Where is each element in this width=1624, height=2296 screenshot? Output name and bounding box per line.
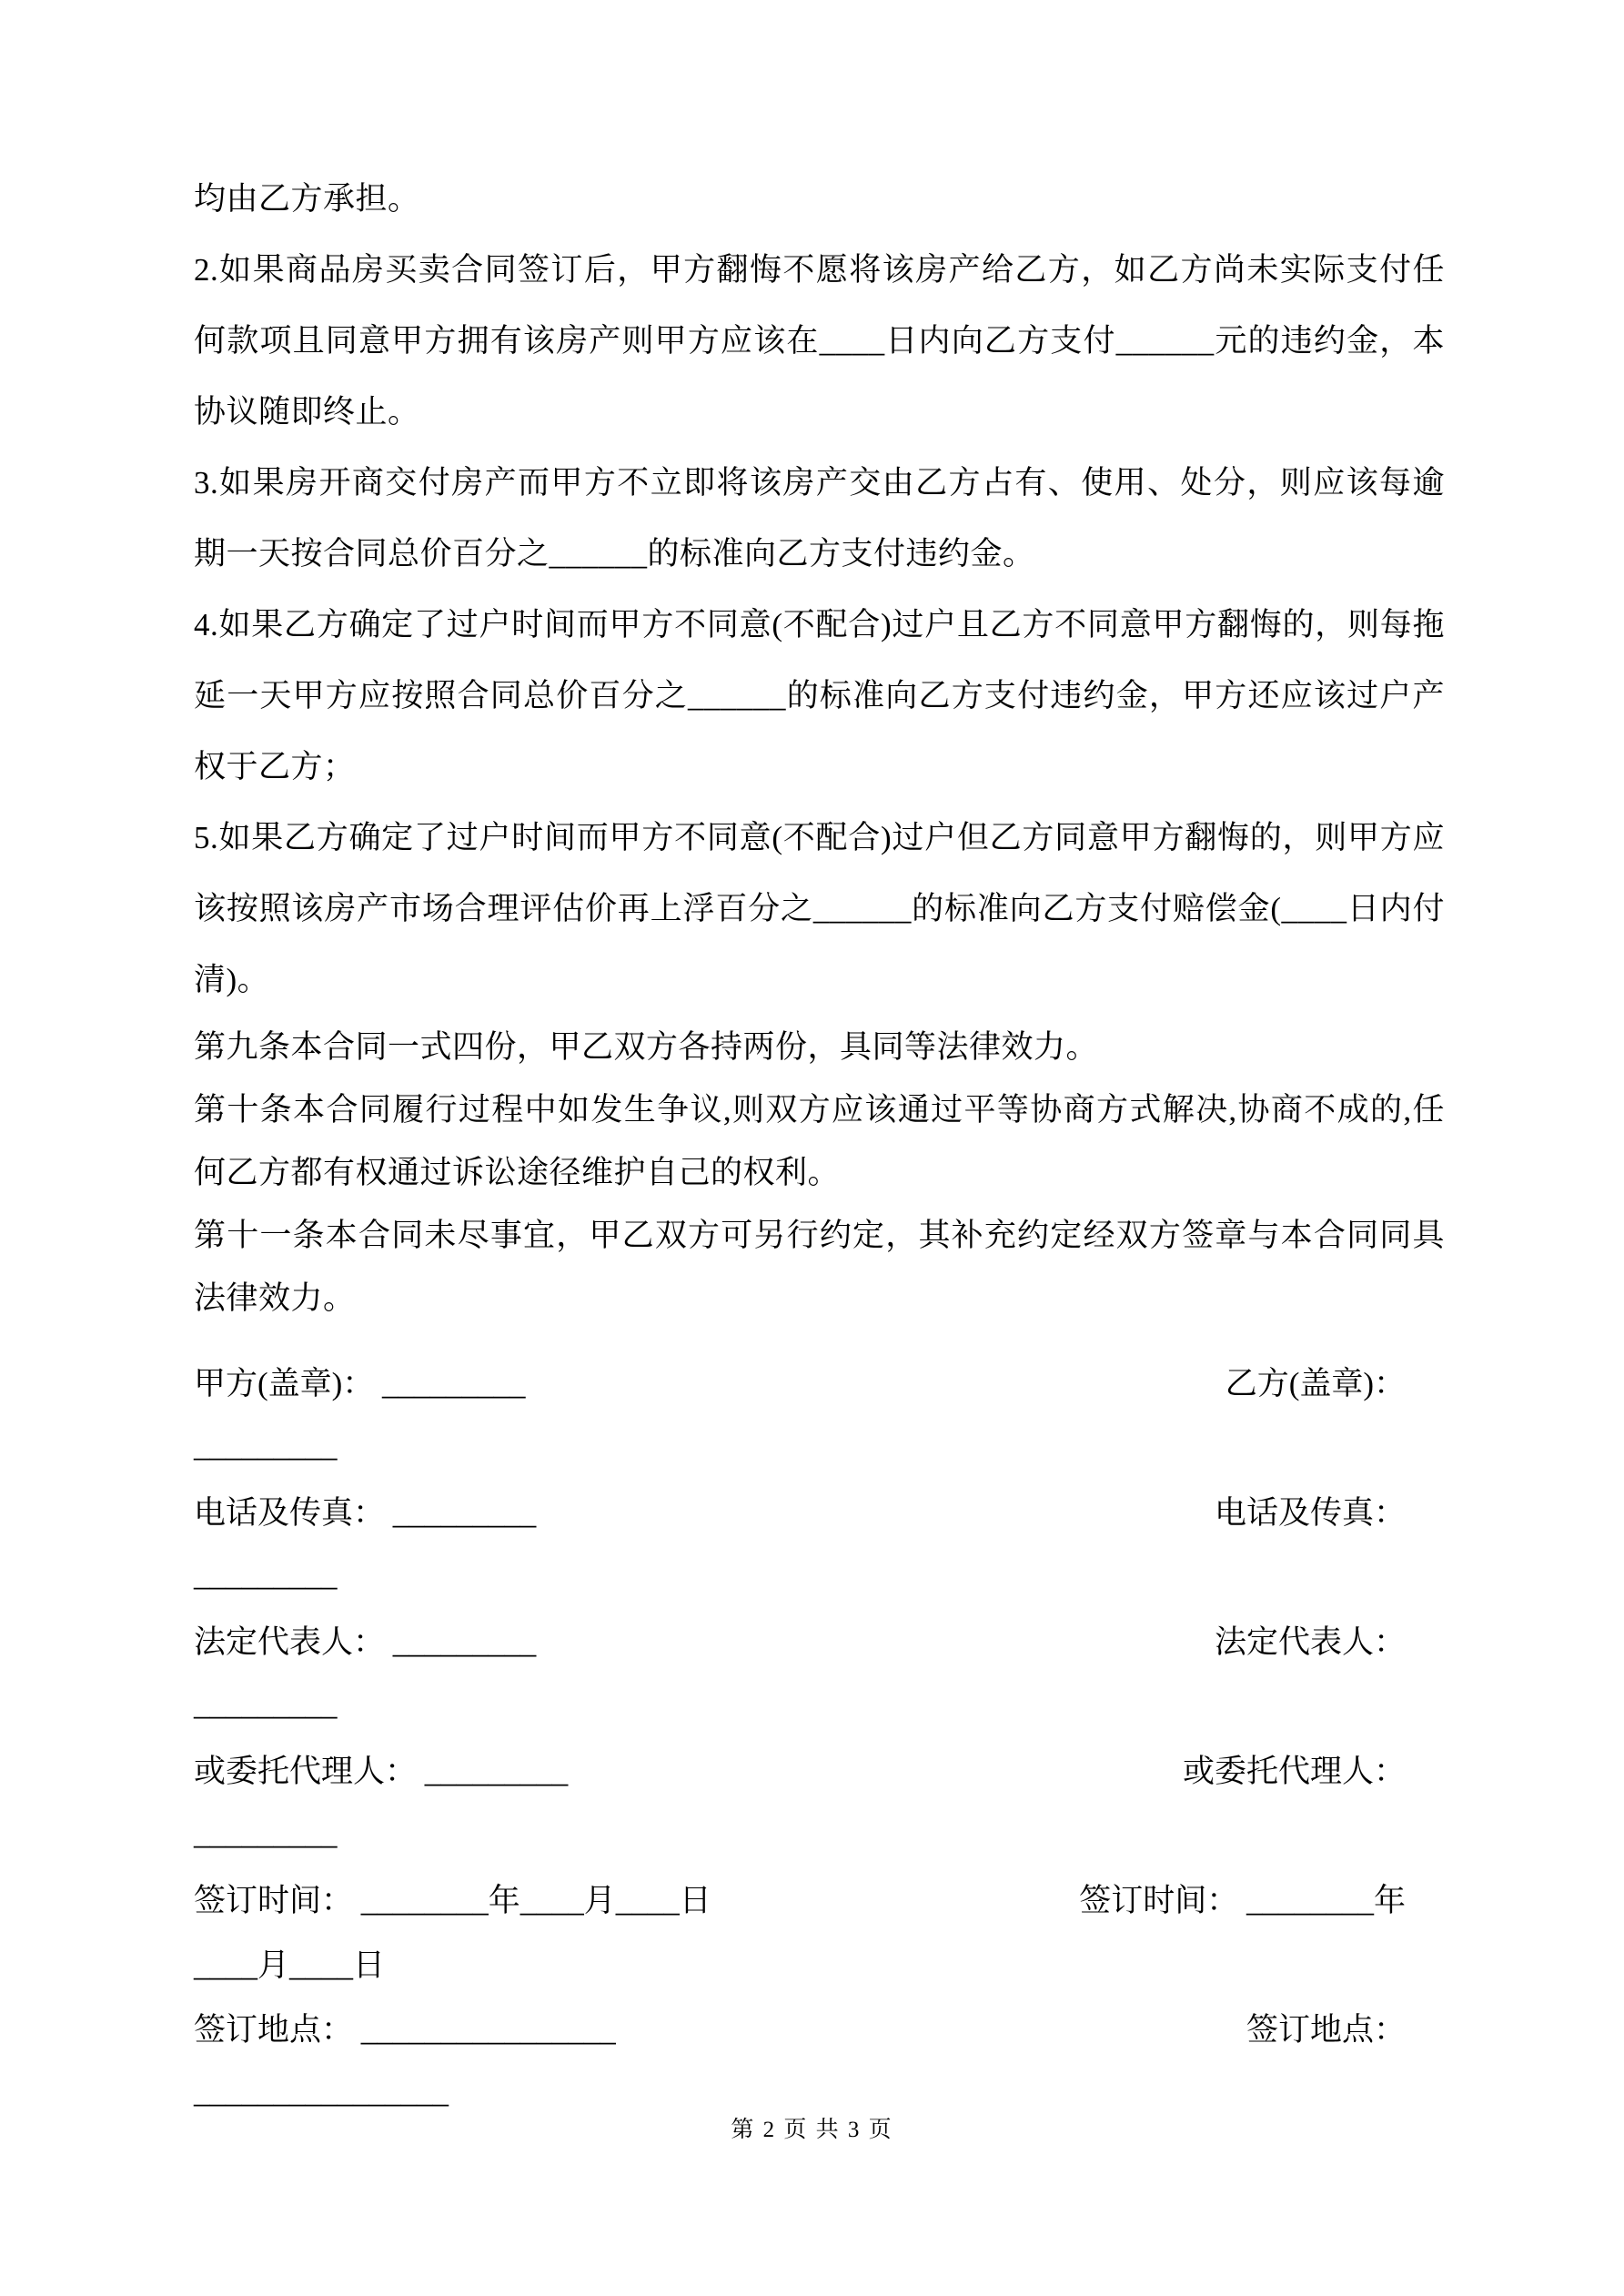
signature-section <box>194 1342 1445 2118</box>
blank-line: ____月____日 <box>194 1947 386 1983</box>
page-number: 第 2 页 共 3 页 <box>731 2118 893 2142</box>
party-b-representative-field: 法定代表人： <box>1214 1624 1406 1660</box>
party-b-sign-place-field: 签订地点： <box>1246 2012 1406 2048</box>
blank-line: _________ <box>194 1816 338 1851</box>
party-a-sign-date-field: 签订时间： ________年____月____日 <box>194 1883 711 1918</box>
contract-body <box>194 164 1445 1330</box>
blank-line: _________ <box>194 1686 338 1722</box>
party-a-representative-field: 法定代表人： _________ <box>194 1624 537 1660</box>
paragraph: 3.如果房开商交付房产而甲方不立即将该房产交由乙方占有、使用、处分，则应该每逾期一天按合同总价百分之______的标准向乙方支付违约金。 <box>194 465 1445 571</box>
blank-line: _________ <box>194 1428 338 1463</box>
party-a-sign-place-field: 签订地点： ________________ <box>194 2012 616 2048</box>
paragraph: 第九条本合同一式四份，甲乙双方各持两份，具同等法律效力。 <box>194 1029 1099 1065</box>
signature-row-phone <box>194 1472 1445 1601</box>
party-b-seal-field: 乙方(盖章)： <box>1225 1366 1406 1401</box>
party-a-seal-field: 甲方(盖章)： _________ <box>194 1366 526 1401</box>
party-b-agent-field: 或委托代理人： <box>1182 1754 1406 1789</box>
blank-line: _________ <box>194 1557 338 1593</box>
paragraph: 第十一条本合同未尽事宜，甲乙双方可另行约定，其补充约定经双方签章与本合同同具法律效力。 <box>194 1218 1445 1316</box>
signature-row-date <box>194 1859 1445 1988</box>
signature-row-agent <box>194 1730 1445 1859</box>
paragraph: 2.如果商品房买卖合同签订后，甲方翻悔不愿将该房产给乙方，如乙方尚未实际支付任何款项且同意甲方拥有该房产则甲方应该在____日内向乙方支付______元的违约金，本协议随即终止。 <box>194 252 1445 430</box>
party-a-agent-field: 或委托代理人： _________ <box>194 1754 569 1789</box>
paragraph: 第十条本合同履行过程中如发生争议,则双方应该通过平等协商方式解决,协商不成的,任何乙方都有权通过诉讼途径维护自己的权利。 <box>194 1092 1445 1190</box>
party-b-phone-field: 电话及传真： <box>1214 1495 1406 1531</box>
paragraph: 4.如果乙方确定了过户时间而甲方不同意(不配合)过户且乙方不同意甲方翻悔的，则每拖延一天甲方应按照合同总价百分之______的标准向乙方支付违约金，甲方还应该过户产权于乙方； <box>194 607 1445 784</box>
paragraph: 5.如果乙方确定了过户时间而甲方不同意(不配合)过户但乙方同意甲方翻悔的，则甲方应该按照该房产市场合理评估价再上浮百分之______的标准向乙方支付赔偿金(____日内付清)。 <box>194 820 1445 997</box>
blank-line: ________________ <box>194 2074 449 2109</box>
signature-row-representative <box>194 1601 1445 1730</box>
party-b-sign-date-field: 签订时间： ________年 <box>1079 1883 1406 1918</box>
party-a-phone-field: 电话及传真： _________ <box>194 1495 537 1531</box>
paragraph: 均由乙方承担。 <box>194 181 420 217</box>
signature-row-place <box>194 1988 1445 2118</box>
signature-row-seal <box>194 1342 1445 1472</box>
